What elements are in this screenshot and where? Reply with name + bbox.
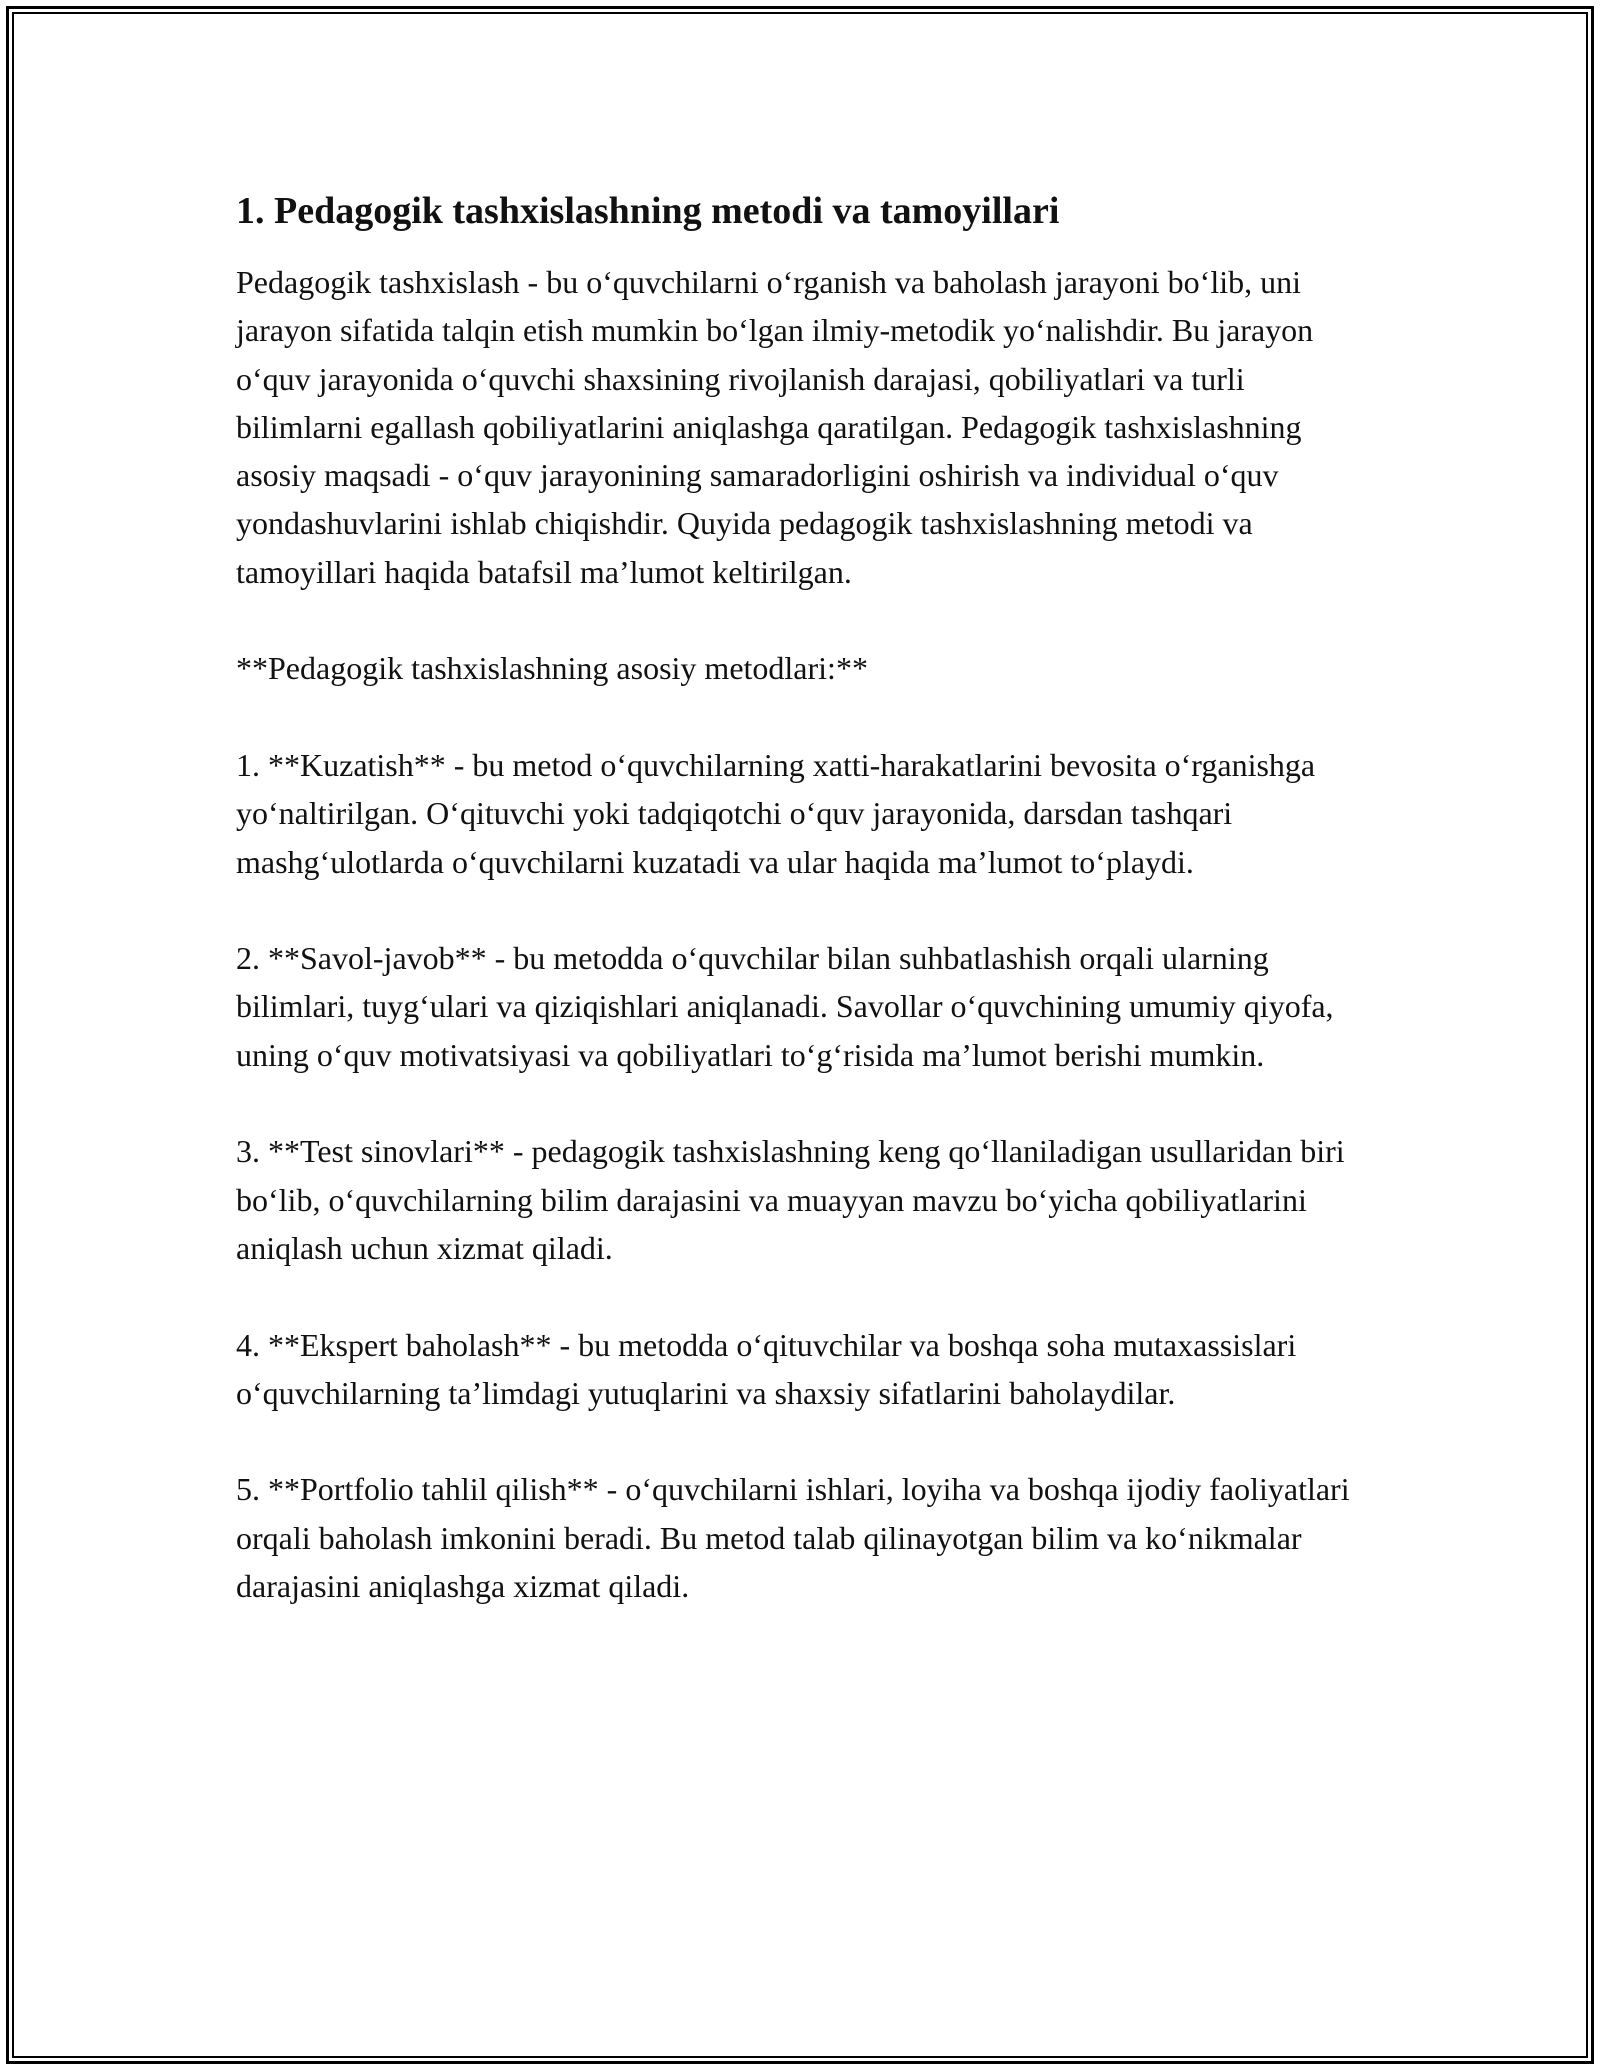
page-title: 1. Pedagogik tashxislashning metodi va tamoyillari (236, 190, 1060, 232)
document-body (236, 186, 1366, 1659)
method-item-question-answer: 2. **Savol-javob** - bu metodda o‘quvchilar bilan suhbatlashish orqali ularning bilimlari, tuyg‘ulari va qiziqishlari aniqlanadi. Savollar o‘quvchining umumiy qiyofa, uning o‘quv motivatsiyasi va qobiliyatlari to‘g‘risida ma’lumot berishi mumkin. (236, 940, 1334, 1073)
method-item-portfolio: 5. **Portfolio tahlil qilish** - o‘quvchilarni ishlari, loyiha va boshqa ijodiy faoliyatlari orqali baholash imkonini beradi. Bu metod talab qilinayotgan bilim va ko‘nikmalar darajasini aniqlashga xizmat qiladi. (236, 1471, 1350, 1605)
method-item-tests: 3. **Test sinovlari** - pedagogik tashxislashning keng qo‘llaniladigan usullaridan biri bo‘lib, o‘quvchilarning bilim darajasini va muayyan mavzu bo‘yicha qobiliyatlarini aniqlash uchun xizmat qiladi. (236, 1133, 1345, 1266)
method-item-observation: 1. **Kuzatish** - bu metod o‘quvchilarning xatti-harakatlarini bevosita o‘rganishga yo‘naltirilgan. O‘qituvchi yoki tadqiqotchi o‘quv jarayonida, darsdan tashqari mashg‘ulotlarda o‘quvchilarni kuzatadi va ular haqida ma’lumot to‘playdi. (236, 746, 1316, 880)
intro-paragraph: Pedagogik tashxislash - bu o‘quvchilarni o‘rganish va baholash jarayoni bo‘lib, uni jarayon sifatida talqin etish mumkin bo‘lgan ilmiy-metodik yo‘nalishdir. Bu jarayon o‘quv jarayonida o‘quvchi shaxsining rivojlanish darajasi, qobiliyatlari va turli bilimlarni egallash qobiliyatlarini aniqlashga qaratilgan. Pedagogik tashxislashning asosiy maqsadi - o‘quv jarayonining samaradorligini oshirish va individual o‘quv yondashuvlarini ishlab chiqishdir. Quyida pedagogik tashxislashning metodi va tamoyillari haqida batafsil ma’lumot keltirilgan. (236, 264, 1314, 590)
methods-heading: **Pedagogik tashxislashning asosiy metodlari:** (236, 650, 868, 687)
method-item-expert-assessment: 4. **Ekspert baholash** - bu metodda o‘qituvchilar va boshqa soha mutaxassislari o‘quvchilarning ta’limdagi yutuqlarini va shaxsiy sifatlarini baholaydilar. (236, 1326, 1297, 1411)
